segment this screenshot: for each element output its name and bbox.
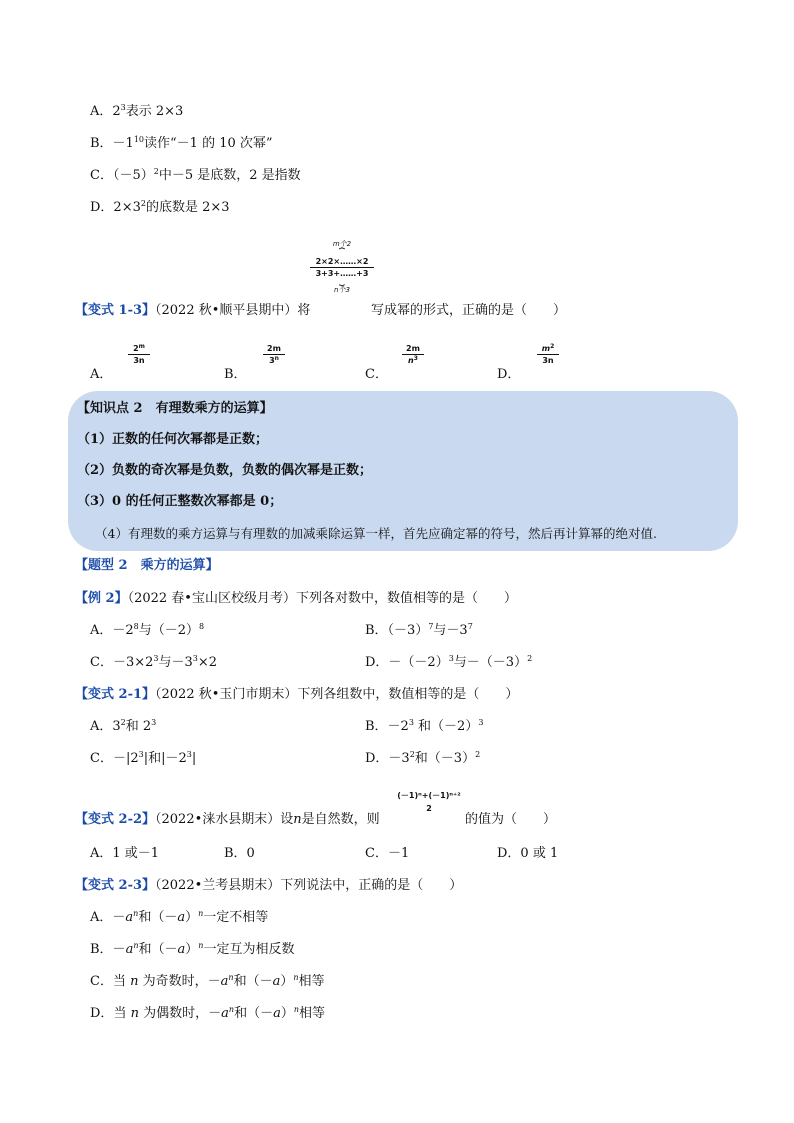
example-2-option-a: A．$-2^8$与$(-2)^8$ bbox=[90, 622, 205, 638]
variant-2-2-option-c: C．－1 bbox=[365, 846, 410, 861]
option-1-3-a-label: A． bbox=[90, 367, 113, 382]
knowledge-p1: （1）正数的任何次幂都是正数； bbox=[77, 432, 269, 447]
variant-2-2-tail: 的值为（ ） bbox=[465, 812, 557, 827]
variant-2-1-option-b: B．$-2^3$ 和$(-2)^3$ bbox=[365, 718, 484, 734]
type-2-title: 【题型 2 乘方的运算】 bbox=[75, 558, 219, 573]
variant-2-1-option-a: A．$3^2$和 $2^3$ bbox=[90, 718, 157, 734]
variant-2-1-option-c: C．$-|2^3|$和$|-2^3|$ bbox=[90, 750, 197, 766]
option-b: B．$-1^{10}$读作“－1 的 10 次幂” bbox=[90, 135, 273, 151]
knowledge-p4: （4）有理数的乘方运算与有理数的加减乘除运算一样，首先应确定幂的符号，然后再计算幂的绝对值. bbox=[95, 526, 657, 541]
variant-2-3-option-d: D．当 n 为偶数时，$-a^n$和$(-a)^n$相等 bbox=[90, 1005, 326, 1021]
variant-1-3-tail: 写成幂的形式，正确的是（ ） bbox=[371, 303, 567, 318]
variant-2-2-option-d: D．0 或 1 bbox=[497, 846, 559, 861]
option-1-3-d-fraction: $\frac{m^2}{3n}$ bbox=[537, 344, 559, 365]
option-1-3-a-fraction: $\frac{2^m}{3n}$ bbox=[128, 344, 150, 365]
product-sum-fraction: m个2 ⏞ 2×2×……×2 3+3+……+3 ⏟ n个3 bbox=[310, 240, 374, 295]
option-1-3-d-label: D． bbox=[497, 367, 521, 382]
option-c: C．$(-5)^2$中－5 是底数，2 是指数 bbox=[90, 167, 301, 183]
variant-2-2-option-b: B．0 bbox=[224, 846, 255, 861]
example-2-question: 【例 2】（2022 春•宝山区校级月考）下列各对数中，数值相等的是（ ） bbox=[75, 591, 517, 606]
variant-2-3-option-b: B．$-a^n$和$(-a)^n$一定互为相反数 bbox=[90, 941, 295, 957]
option-a: A．$2^3$表示 2×3 bbox=[90, 103, 184, 119]
option-1-3-b-fraction: $\frac{2m}{3^n}$ bbox=[263, 344, 285, 365]
option-1-3-b-label: B． bbox=[224, 367, 247, 382]
knowledge-p2: （2）负数的奇次幂是负数，负数的偶次幂是正数； bbox=[77, 463, 373, 478]
variant-1-3-question: 【变式 1-3】（2022 秋•顺平县期中）将 bbox=[75, 303, 311, 318]
option-d: D．$2\times 3^2$的底数是 2×3 bbox=[90, 199, 230, 215]
option-1-3-c-label: C． bbox=[365, 367, 388, 382]
variant-2-2-option-a: A．1 或－1 bbox=[90, 846, 160, 861]
variant-2-3-option-c: C．当 n 为奇数时，$-a^n$和$(-a)^n$相等 bbox=[90, 973, 325, 989]
example-2-option-c: C．$-3\times 2^3$与$-3^3\times 2$ bbox=[90, 654, 218, 670]
knowledge-p3: （3）0 的任何正整数次幂都是 0； bbox=[77, 494, 283, 509]
variant-2-1-option-d: D．$-3^2$和$(-3)^2$ bbox=[365, 750, 481, 766]
example-2-option-b: B．$(-3)^7$与$-3^7$ bbox=[365, 622, 473, 638]
variant-2-2-question: 【变式 2-2】（2022•涞水县期末）设n是自然数，则 bbox=[75, 812, 380, 827]
variant-2-2-fraction: (－1)ⁿ+(－1)ⁿ⁺² 2 bbox=[397, 791, 461, 813]
variant-2-3-option-a: A．$-a^n$和$(-a)^n$一定不相等 bbox=[90, 909, 269, 925]
example-2-option-d: D．$-(-2)^3$与$-(-3)^2$ bbox=[365, 654, 533, 670]
option-1-3-c-fraction: $\frac{2m}{n^3}$ bbox=[402, 344, 424, 365]
knowledge-title: 【知识点 2 有理数乘方的运算】 bbox=[77, 401, 273, 416]
variant-2-3-question: 【变式 2-3】（2022•兰考县期末）下列说法中，正确的是（ ） bbox=[75, 878, 463, 893]
variant-2-1-question: 【变式 2-1】（2022 秋•玉门市期末）下列各组数中，数值相等的是（ ） bbox=[75, 687, 519, 702]
